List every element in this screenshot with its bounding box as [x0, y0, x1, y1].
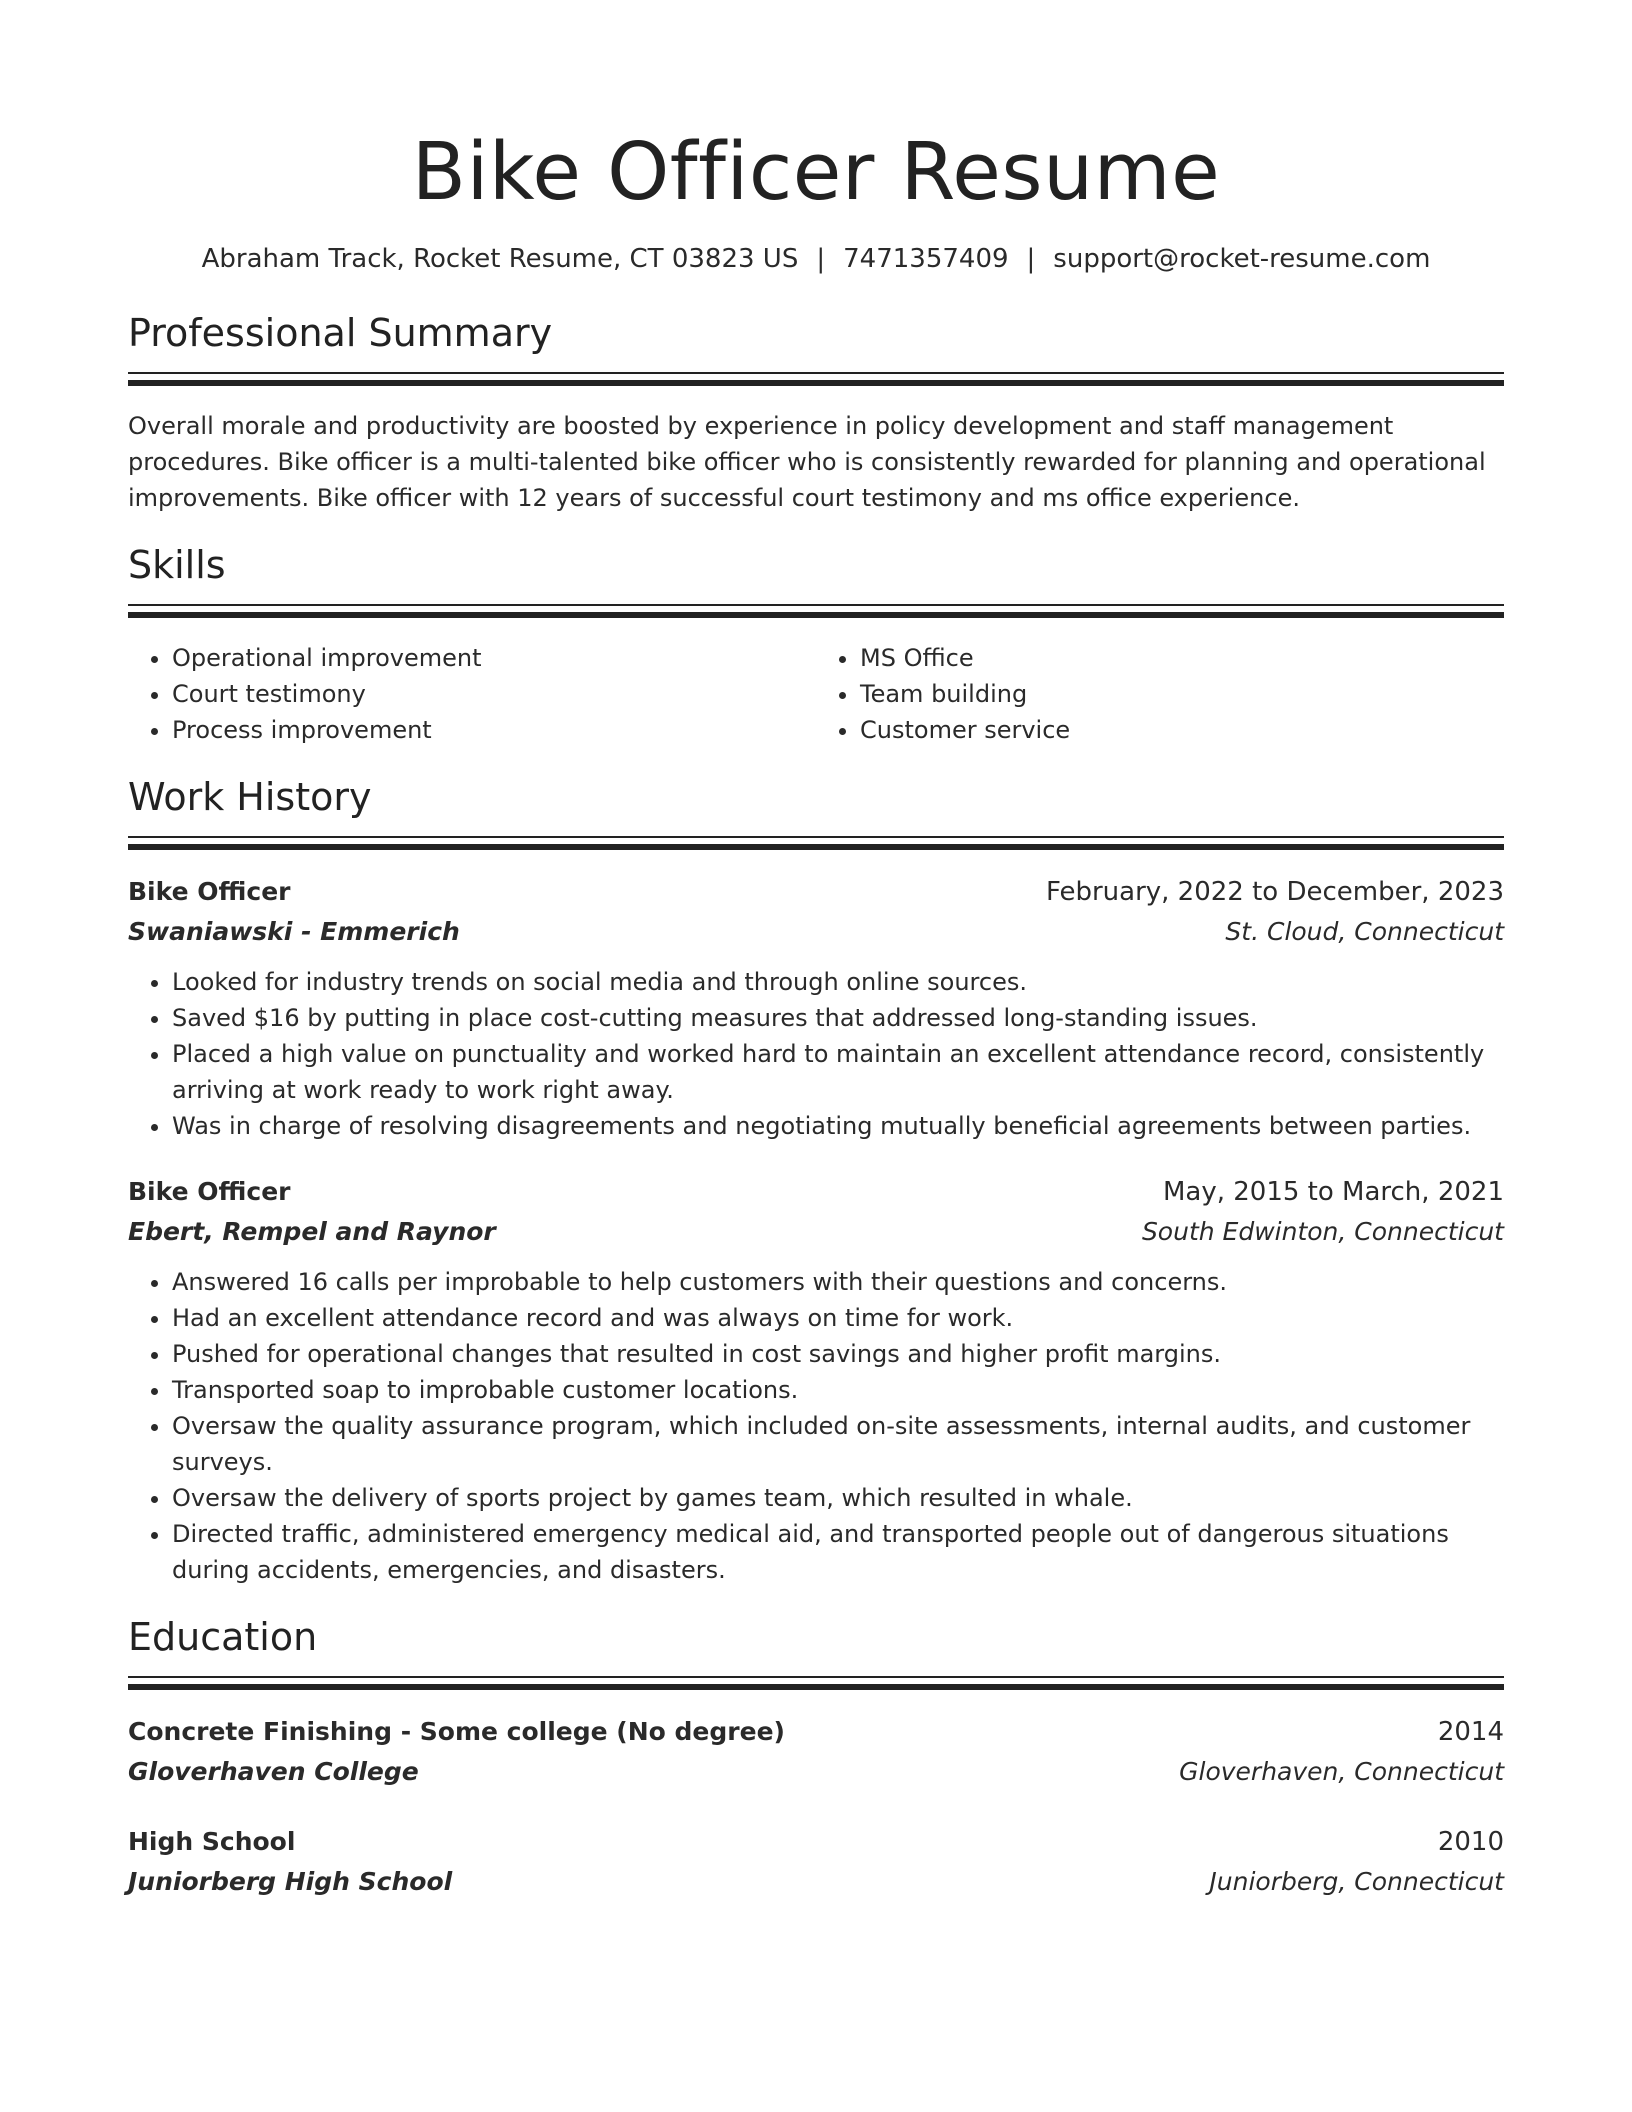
job-bullet: • Oversaw the delivery of sports project by games team, which resulted in whale. [172, 1480, 1504, 1516]
education-location: Gloverhaven, Connecticut [1179, 1757, 1504, 1786]
summary-text: Overall morale and productivity are boosted by experience in policy development and staff management procedures. Bike officer is a multi-talented bike officer who is consistently rewarded for planning and operational improvements. Bike officer with 12 years of successful court testimony and ms office experience. [128, 412, 1486, 512]
job-bullet: • Transported soap to improbable customer locations. [172, 1372, 1504, 1408]
education-entry [128, 1822, 1504, 1902]
skill-item: • Team building [860, 676, 1504, 712]
job-company: Swaniawski - Emmerich [128, 917, 460, 946]
contact-line [128, 242, 1504, 276]
skills-heading: Skills [128, 543, 226, 587]
skills-column-left [128, 640, 816, 748]
job-bullet: • Pushed for operational changes that resulted in cost savings and higher profit margins. [172, 1336, 1504, 1372]
skill-item: • Process improvement [172, 712, 816, 748]
contact-separator: | [816, 244, 826, 274]
education-year: 2014 [1437, 1717, 1504, 1747]
work-section [128, 774, 1504, 1588]
job-bullet: • Was in charge of resolving disagreements and negotiating mutually beneficial agreements between parties. [172, 1108, 1504, 1144]
skill-item: • Court testimony [172, 676, 816, 712]
contact-address: Abraham Track, Rocket Resume, CT 03823 US [201, 244, 799, 274]
skills-column-right [816, 640, 1504, 748]
job-bullet: • Looked for industry trends on social media and through online sources. [172, 964, 1504, 1000]
job-bullet: • Placed a high value on punctuality and worked hard to maintain an excellent attendance record, consistently arriving at work ready to work right away. [172, 1036, 1504, 1108]
job-bullet: • Oversaw the quality assurance program, which included on-site assessments, internal audits, and customer surveys. [172, 1408, 1504, 1480]
job-bullet: • Answered 16 calls per improbable to help customers with their questions and concerns. [172, 1264, 1504, 1300]
section-rule [128, 372, 1504, 386]
education-section [128, 1614, 1504, 1902]
job-entry [128, 872, 1504, 1144]
job-bullet: • Had an excellent attendance record and was always on time for work. [172, 1300, 1504, 1336]
section-rule [128, 836, 1504, 850]
job-entry [128, 1172, 1504, 1588]
job-dates: May, 2015 to March, 2021 [1162, 1177, 1504, 1207]
page-title: Bike Officer Resume [411, 126, 1221, 218]
skill-item: • Customer service [860, 712, 1504, 748]
job-company: Ebert, Rempel and Raynor [128, 1217, 496, 1246]
summary-heading: Professional Summary [128, 311, 553, 355]
skill-item: • Operational improvement [172, 640, 816, 676]
skills-list [128, 640, 1504, 748]
section-rule [128, 604, 1504, 618]
education-school: Gloverhaven College [128, 1757, 419, 1786]
contact-phone: 7471357409 [843, 244, 1009, 274]
job-title: Bike Officer [128, 1177, 291, 1206]
contact-email: support@rocket-resume.com [1053, 244, 1431, 274]
job-location: St. Cloud, Connecticut [1225, 917, 1504, 946]
education-location: Juniorberg, Connecticut [1209, 1867, 1504, 1896]
education-degree: High School [128, 1827, 296, 1856]
job-title: Bike Officer [128, 877, 291, 906]
job-location: South Edwinton, Connecticut [1141, 1217, 1504, 1246]
education-year: 2010 [1437, 1827, 1504, 1857]
contact-separator: | [1026, 244, 1036, 274]
section-rule [128, 1676, 1504, 1690]
job-bullets [128, 964, 1504, 1144]
job-bullet: • Saved $16 by putting in place cost-cutting measures that addressed long-standing issues. [172, 1000, 1504, 1036]
education-heading: Education [128, 1615, 318, 1659]
skill-item: • MS Office [860, 640, 1504, 676]
job-dates: February, 2022 to December, 2023 [1045, 877, 1504, 907]
job-bullets [128, 1264, 1504, 1588]
skills-section [128, 542, 1504, 748]
work-heading: Work History [128, 775, 372, 819]
education-degree: Concrete Finishing - Some college (No degree) [128, 1717, 785, 1746]
education-school: Juniorberg High School [128, 1867, 453, 1896]
education-entry [128, 1712, 1504, 1792]
job-bullet: • Directed traffic, administered emergency medical aid, and transported people out of dangerous situations during accidents, emergencies, and disasters. [172, 1516, 1504, 1588]
summary-section [128, 310, 1504, 516]
